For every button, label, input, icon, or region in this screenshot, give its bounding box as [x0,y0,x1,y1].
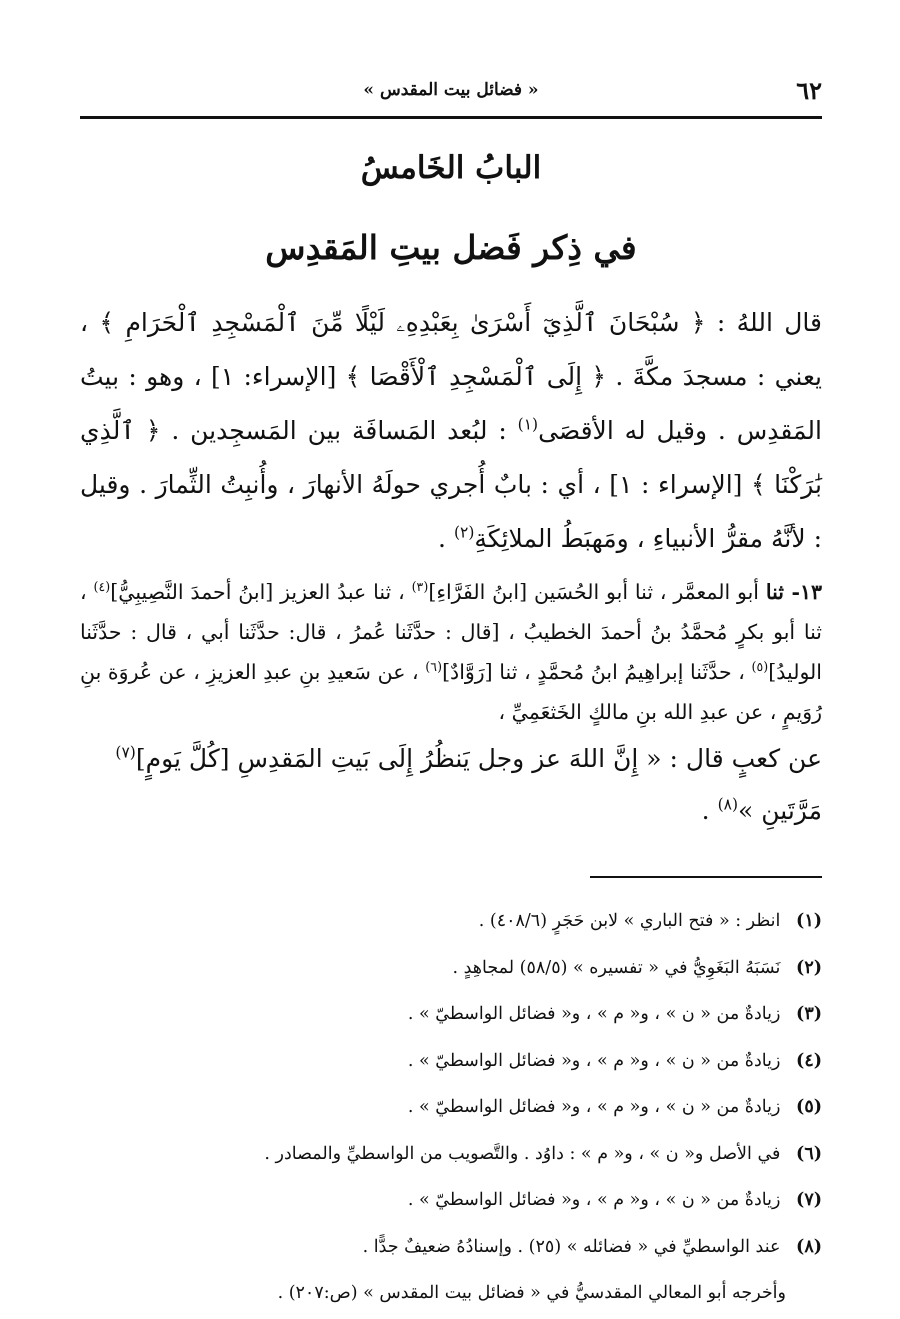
footnote-text: زيادةٌ من « ن » ، و« م » ، و« فضائل الواسطيّ » . [407,1004,781,1024]
footnote-item [80,1177,822,1224]
hadith-number: ١٣- [791,580,822,604]
isnad-segment-2: ، ثنا عبدُ العزيز [ابنُ أحمدَ النَّصِيبِيُّ] [110,580,412,604]
footnote-item [80,1224,822,1271]
footnote-ref-4: (٤) [93,579,111,595]
hadith-quote-part1: عن كعبٍ قال : « إِنَّ اللهَ عز وجل يَنظُرُ إِلَى بَيتِ المَقدِسِ [كُلَّ يَومٍ] [135,744,822,773]
isnad-segment-3: ، ثنا أبو بكرٍ مُحمَّدُ بنُ أحمدَ الخطيبُ ، [قال : حدَّثَنا عُمرُ ، قال: حدَّثَنا أبي ، قال : حدَّثَنا الوليدُ] [80,580,822,684]
footnote-number: (٨) [796,1236,822,1257]
page-number: ٦٢ [796,76,822,105]
intro-text-part2: : لبُعد المَسافَة بين المَسجِدين . ﴿ ٱلَّذِي بَٰرَكْنَا ﴾ [الإسراء : ١] ، أي : بابٌ أُجري حولَهُ الأنهارَ ، وأُنبِتُ الثِّمارَ . وقيل : لأنَّهُ مقرُّ الأنبياءِ ، ومَهبَطُ الملائِكَةِ [80,416,822,553]
footnote-item [80,1084,822,1131]
footnote-ref-5: (٥) [751,659,769,675]
footnote-continuation: وأخرجه أبو المعالي المقدسيُّ في « فضائل بيت المقدس » (ص:٢٠٧) . [277,1283,786,1303]
footnote-number: (٢) [796,957,822,978]
footnote-separator [590,876,822,878]
footnote-item [80,945,822,992]
footnote-text: انظر : « فتح الباري » لابن حَجَرٍ (٤٠٨/٦) . [478,911,781,931]
footnote-ref-6: (٦) [425,659,443,675]
footnote-text: عند الواسطيِّ في « فضائله » (٢٥) . وإسنادُهُ ضعيفٌ جدًّا . [362,1236,781,1257]
page-header [80,72,822,112]
footnote-number: (٤) [796,1050,822,1071]
footnote-ref-8: (٨) [717,795,739,814]
hadith-isnad-head: ثنا [765,580,792,604]
footnote-ref-2: (٢) [453,523,475,542]
isnad-segment-4: ، حدَّثَنا إبراهِيمُ ابنُ مُحمَّدٍ ، ثنا [رَوَّادٌ] [442,660,752,684]
footnote-ref-1: (١) [517,415,539,434]
hadith-quote-end: . [701,796,718,825]
footnote-ref-3: (٣) [411,579,429,595]
footnote-text: زيادةٌ من « ن » ، و« م » ، و« فضائل الواسطيّ » . [407,1097,781,1117]
isnad-segment-1: أبو المعمَّر ، ثنا أبو الحُسَين [ابنُ الفَرَّاءِ] [428,580,766,604]
running-title: « فضائل بيت المقدس » [363,80,539,100]
intro-text-part1: قال اللهُ : ﴿ سُبْحَانَ ٱلَّذِيٓ أَسْرَىٰ بِعَبْدِهِۦ لَيْلًا مِّنَ ٱلْمَسْجِدِ ٱلْحَرَامِ ﴾ ، يعني : مسجدَ مكَّةَ . ﴿ إِلَى ٱلْمَسْجِدِ ٱلْأَقْصَا ﴾ [الإسراء: ١] ، وهو : بيتُ المَقدِس . وقيل له الأقصَى [80,308,822,445]
chapter-subtitle: في ذِكر فَضل بيتِ المَقدِس [265,228,637,267]
intro-text-end: . [438,524,454,553]
footnote-number: (١) [796,911,822,931]
footnote-text: في الأصل و« ن » ، و« م » : داوُد . والتَّصويب من الواسطيِّ والمصادر . [264,1143,781,1164]
footnote-item [80,1131,822,1178]
footnote-text: نَسَبَهُ البَغَوِيُّ في « تفسيره » (٥٨/٥) لمجاهِدٍ . [452,957,781,978]
footnote-item [80,898,822,945]
footnotes-list [80,898,822,1317]
footnote-item [80,991,822,1038]
footnote-number: (٦) [796,1143,822,1164]
hadith-text [80,733,822,837]
header-rule [80,116,822,119]
footnote-item [80,1038,822,1085]
footnote-text: زيادةٌ من « ن » ، و« م » ، و« فضائل الواسطيّ » . [407,1190,781,1210]
intro-paragraph [80,296,822,566]
hadith-isnad [80,572,822,732]
footnote-number: (٣) [796,1004,822,1024]
isnad-segment-5: ، عن سَعيدِ بنِ عبدِ العزيزِ ، عن عُروَة بنِ رُوَيمٍ ، عن عبدِ الله بنِ مالكٍ الخَثعَمِيِّ ، [80,660,822,724]
hadith-quote-part2: مَرَّتَينِ » [738,796,822,825]
footnote-number: (٥) [796,1097,822,1117]
footnote-text: زيادةٌ من « ن » ، و« م » ، و« فضائل الواسطيّ » . [407,1050,781,1071]
chapter-title: البابُ الخَامسُ [360,150,542,186]
footnote-ref-7: (٧) [115,743,136,762]
footnote-number: (٧) [796,1190,822,1210]
